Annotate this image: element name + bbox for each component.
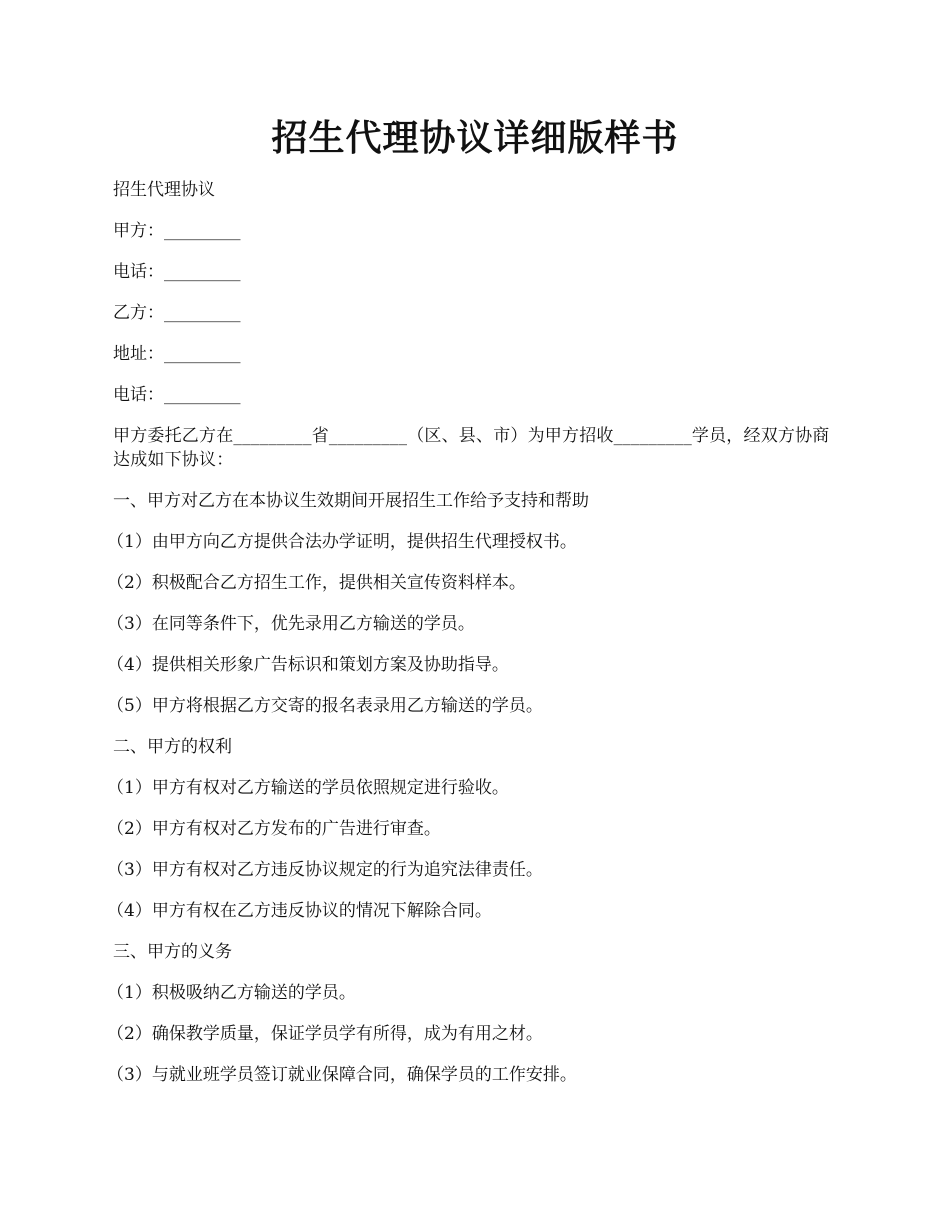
subtitle-paragraph: 招生代理协议 <box>113 180 215 200</box>
address-field: 地址：_________ <box>113 344 241 364</box>
clause-1-2: （2）积极配合乙方招生工作，提供相关宣传资料样本。 <box>107 573 526 593</box>
document-body <box>107 178 833 1104</box>
party-b-field: 乙方：_________ <box>113 303 241 323</box>
clause-1-5: （5）甲方将根据乙方交寄的报名表录用乙方输送的学员。 <box>107 696 543 716</box>
clause-2-3: （3）甲方有权对乙方违反协议规定的行为追究法律责任。 <box>107 860 543 880</box>
clause-1-3: （3）在同等条件下，优先录用乙方输送的学员。 <box>107 614 475 634</box>
clause-1-4: （4）提供相关形象广告标识和策划方案及协助指导。 <box>107 655 509 675</box>
clause-2-4: （4）甲方有权在乙方违反协议的情况下解除合同。 <box>107 901 492 921</box>
clause-3-3: （3）与就业班学员签订就业保障合同，确保学员的工作安排。 <box>107 1065 577 1085</box>
clause-3-1: （1）积极吸纳乙方输送的学员。 <box>107 983 356 1003</box>
party-a-field: 甲方：_________ <box>113 221 241 241</box>
section-heading-2: 二、甲方的权利 <box>113 737 232 757</box>
clause-1-1: （1）由甲方向乙方提供合法办学证明，提供招生代理授权书。 <box>107 532 577 552</box>
clause-2-1: （1）甲方有权对乙方输送的学员依照规定进行验收。 <box>107 778 509 798</box>
phone-field-a: 电话：_________ <box>113 262 241 282</box>
clause-2-2: （2）甲方有权对乙方发布的广告进行审查。 <box>107 819 441 839</box>
document-title: 招生代理协议详细版样书 <box>271 117 679 159</box>
intro-paragraph: 甲方委托乙方在_________省_________（区、县、市）为甲方招收_________学员，经双方协商达成如下协议： <box>113 426 830 470</box>
section-heading-3: 三、甲方的义务 <box>113 942 232 962</box>
phone-field-b: 电话：_________ <box>113 385 241 405</box>
section-heading-1: 一、甲方对乙方在本协议生效期间开展招生工作给予支持和帮助 <box>113 491 589 511</box>
clause-3-2: （2）确保教学质量，保证学员学有所得，成为有用之材。 <box>107 1024 543 1044</box>
